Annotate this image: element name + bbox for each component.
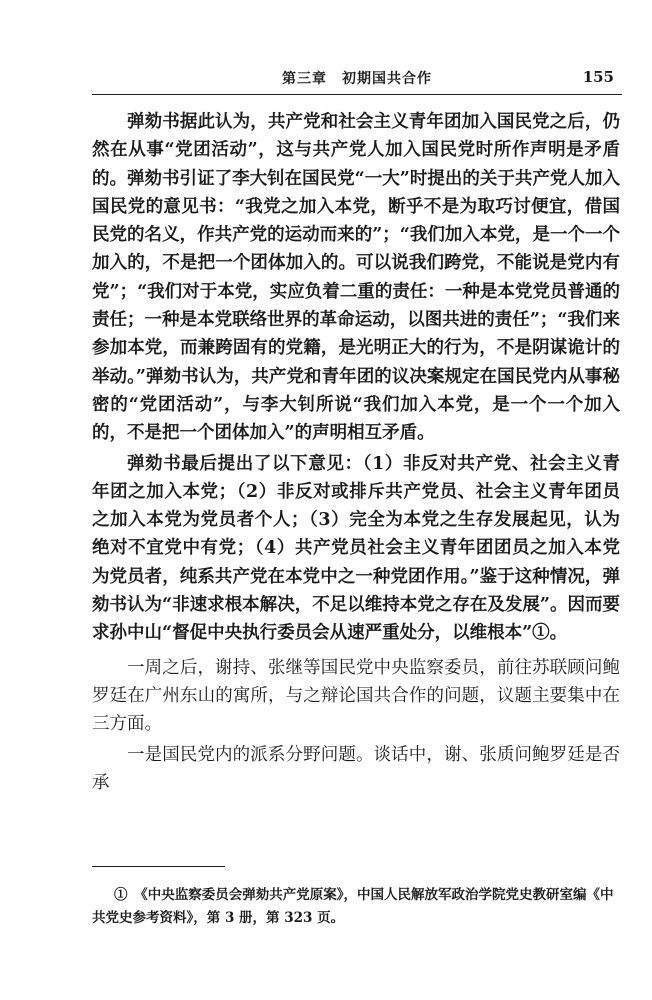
paragraph: 一周之后，谢持、张继等国民党中央监察委员，前往苏联顾问鲍罗廷在广州东山的寓所，与之辩论国共合作的问题，议题主要集中在三方面。 <box>92 657 620 735</box>
footnote-separator <box>92 866 225 867</box>
paragraph: 一是国民党内的派系分野问题。谈话中，谢、张质问鲍罗廷是否承 <box>92 744 620 793</box>
footnote: ① 《中央监察委员会弹劾共产党原案》，中国人民解放军政治学院党史教研室编《中共党史参考资料》，第 3 册，第 323 页。 <box>92 887 614 926</box>
running-header <box>92 64 622 95</box>
page-number: 155 <box>582 68 614 86</box>
chapter-title: 第三章 初期国共合作 <box>282 71 432 87</box>
body-text <box>92 108 620 797</box>
paragraph: 弹劾书据此认为，共产党和社会主义青年团加入国民党之后，仍然在从事“党团活动”，这与共产党人加入国民党时所作声明是矛盾的。弹劾书引证了李大钊在国民党“一大”时提出的关于共产党人加入国民党的意见书：“我党之加入本党，断乎不是为取巧讨便宜，借国民党的名义，作共产党的运动而来的”；“我们加入本党，是一个一个加入的，不是把一个团体加入的。可以说我们跨党，不能说是党内有党”；“我们对于本党，实应负着二重的责任：一种是本党党员普通的责任；一种是本党联络世界的革命运动，以图共进的责任”；“我们来参加本党，而兼跨固有的党籍，是光明正大的行为，不是阴谋诡计的举动。”弹劾书认为，共产党和青年团的议决案规定在国民党内从事秘密的“党团活动”，与李大钊所说“我们加入本党，是一个一个加入的，不是把一个团体加入”的声明相互矛盾。 <box>92 112 620 444</box>
paragraph: 弹劾书最后提出了以下意见：（1）非反对共产党、社会主义青年团之加入本党；（2）非反对或排斥共产党员、社会主义青年团员之加入本党为党员者个人；（3）完全为本党之生存发展起见，认为绝对不宜党中有党；（4）共产党员社会主义青年团团员之加入本党为党员者，纯系共产党在本党中之一种党团作用。”鉴于这种情况，弹劾书认为“非速求根本解决，不足以维持本党之存在及发展”。因而要求孙中山“督促中央执行委员会从速严重处分，以维根本”①。 <box>92 453 620 644</box>
